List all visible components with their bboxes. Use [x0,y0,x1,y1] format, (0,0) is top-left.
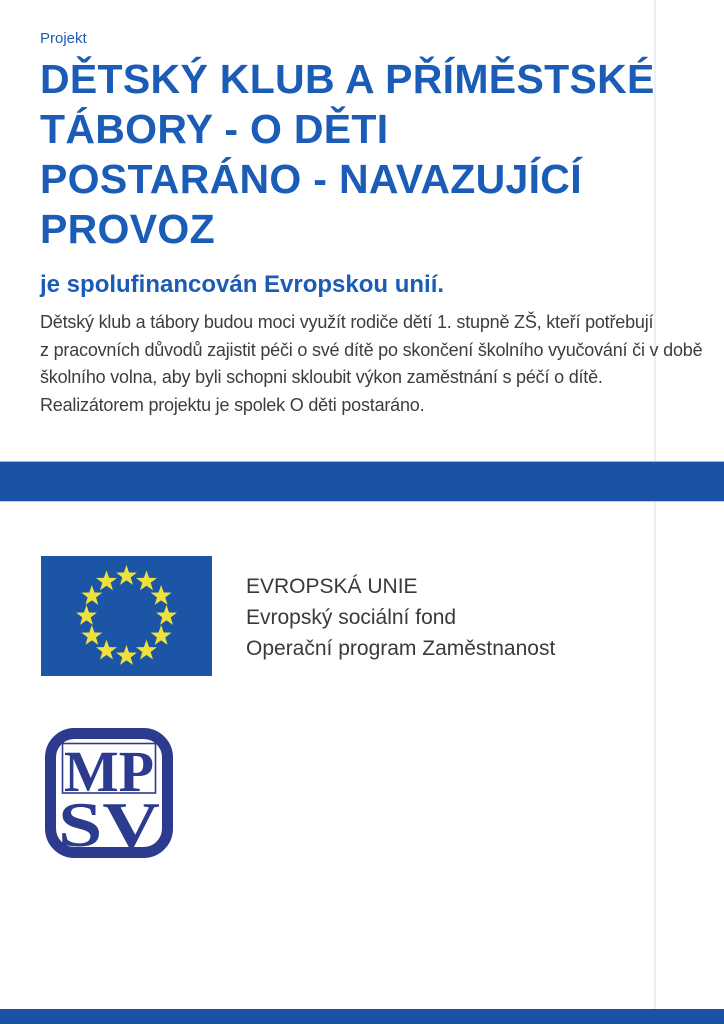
eu-program-text [246,571,555,664]
divider-band [0,461,724,502]
project-title-line: PROVOZ [40,206,215,252]
project-title-line: DĚTSKÝ KLUB A PŘÍMĚSTSKÉ [40,56,655,102]
cofinancing-statement: je spolufinancován Evropskou unií. [40,271,445,298]
mpsv-bottom-letters: SV [58,789,160,858]
project-title [40,54,700,254]
eu-union-label: EVROPSKÁ UNIE [246,575,418,598]
project-description [40,309,702,419]
eu-fund-label: Evropský sociální fond [246,606,457,629]
project-title-line: POSTARÁNO - NAVAZUJÍCÍ [40,156,582,202]
eu-flag-icon [41,556,212,676]
project-title-line: TÁBORY - O DĚTI [40,106,389,152]
eu-operational-program-label: Operační program Zaměstnanost [246,637,556,660]
project-description-line: z pracovních důvodů zajistit péči o své dítě po skončení školního vyučování či v době [40,339,703,360]
mpsv-top-letters: MP [64,739,154,804]
bottom-band [0,1009,724,1024]
project-description-line: Realizátorem projektu je spolek O děti postaráno. [40,394,425,415]
project-description-line: školního volna, aby byli schopni skloubit výkon zaměstnání s péčí o dítě. [40,367,603,387]
mpsv-logo-icon [45,728,173,858]
project-kicker: Projekt [40,30,87,47]
project-description-line: Dětský klub a tábory budou moci využít rodiče dětí 1. stupně ZŠ, kteří potřebují [40,312,654,332]
